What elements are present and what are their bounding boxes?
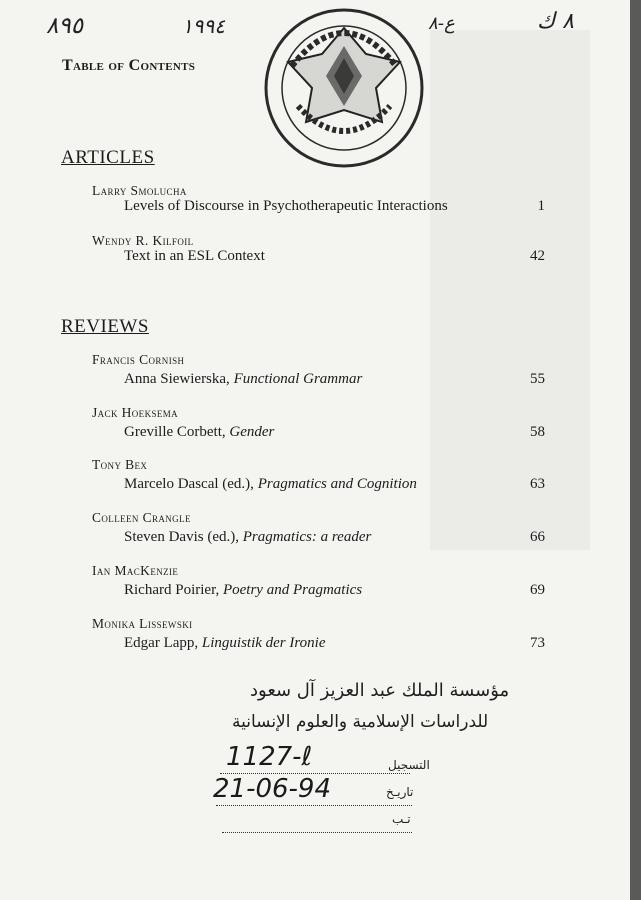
- page-edge-shadow: [630, 0, 641, 900]
- review-page-number: 73: [530, 635, 545, 651]
- article-title: Levels of Discourse in Psychotherapeutic Interactions: [124, 198, 448, 214]
- stamp-extra-line: [222, 832, 412, 833]
- reviewed-author: Greville Corbett,: [124, 424, 226, 440]
- review-page-number: 69: [530, 582, 545, 598]
- review-page-number: 66: [530, 529, 545, 545]
- stamp-date-value: 21-06-94: [213, 774, 332, 804]
- stamp-institution-name: مؤسسة الملك عبد العزيز آل سعود: [250, 680, 510, 701]
- stamp-registration-number: 1127-ℓ: [226, 742, 313, 772]
- handwritten-note-center: ١٩٩٤: [182, 14, 225, 38]
- stamp-registration-label: التسجيل: [388, 758, 430, 772]
- article-page-number: 42: [530, 248, 545, 264]
- handwritten-note-right-a: ع-٨: [428, 13, 455, 34]
- review-entry: [124, 582, 362, 599]
- reviewed-work: Poetry and Pragmatics: [222, 582, 363, 598]
- reviewed-work: Pragmatics: a reader: [242, 529, 372, 545]
- review-entry: [124, 371, 362, 388]
- review-author: Monika Lissewski: [92, 616, 193, 631]
- reviewed-author: Anna Siewierska,: [124, 371, 230, 387]
- review-entry: [124, 529, 371, 546]
- review-author: Colleen Crangle: [92, 510, 191, 525]
- reviews-heading: REVIEWS: [61, 316, 149, 337]
- handwritten-note-left: ٨٩٥: [46, 13, 84, 39]
- review-page-number: 55: [530, 371, 545, 387]
- handwritten-note-right-b: ٨ ك: [537, 9, 574, 34]
- reviewed-author: Richard Poirier,: [124, 582, 220, 598]
- reviewed-author: Edgar Lapp,: [124, 635, 199, 651]
- reviewed-author: Steven Davis (ed.),: [124, 529, 239, 545]
- stamp-extra-label: تـب: [392, 812, 411, 826]
- article-author: Wendy R. Kilfoil: [92, 233, 194, 248]
- reviewed-work: Linguistik der Ironie: [201, 635, 326, 651]
- review-author: Jack Hoeksema: [92, 405, 179, 420]
- stamp-institution-subtitle: للدراسات الإسلامية والعلوم الإنسانية: [232, 712, 489, 732]
- article-title: Text in an ESL Context: [124, 248, 265, 264]
- article-author: Larry Smolucha: [92, 183, 187, 198]
- review-author: Ian MacKenzie: [92, 563, 179, 578]
- review-page-number: 58: [530, 424, 545, 440]
- library-seal-icon: [258, 6, 430, 170]
- page-title: Table of Contents: [62, 57, 196, 74]
- reviewed-author: Marcelo Dascal (ed.),: [124, 476, 254, 492]
- articles-heading: ARTICLES: [61, 147, 155, 168]
- review-entry: [124, 424, 274, 441]
- reviewed-work: Functional Grammar: [233, 371, 363, 387]
- stamp-date-line: [216, 805, 412, 806]
- review-entry: [124, 476, 417, 493]
- article-page-number: 1: [537, 198, 545, 214]
- review-author: Tony Bex: [92, 457, 148, 472]
- reviewed-work: Gender: [229, 424, 275, 440]
- stamp-date-label: تاريـخ: [386, 785, 414, 799]
- bleed-through-block: [430, 30, 590, 550]
- review-page-number: 63: [530, 476, 545, 492]
- review-author: Francis Cornish: [92, 352, 185, 367]
- review-entry: [124, 635, 326, 652]
- reviewed-work: Pragmatics and Cognition: [257, 476, 417, 492]
